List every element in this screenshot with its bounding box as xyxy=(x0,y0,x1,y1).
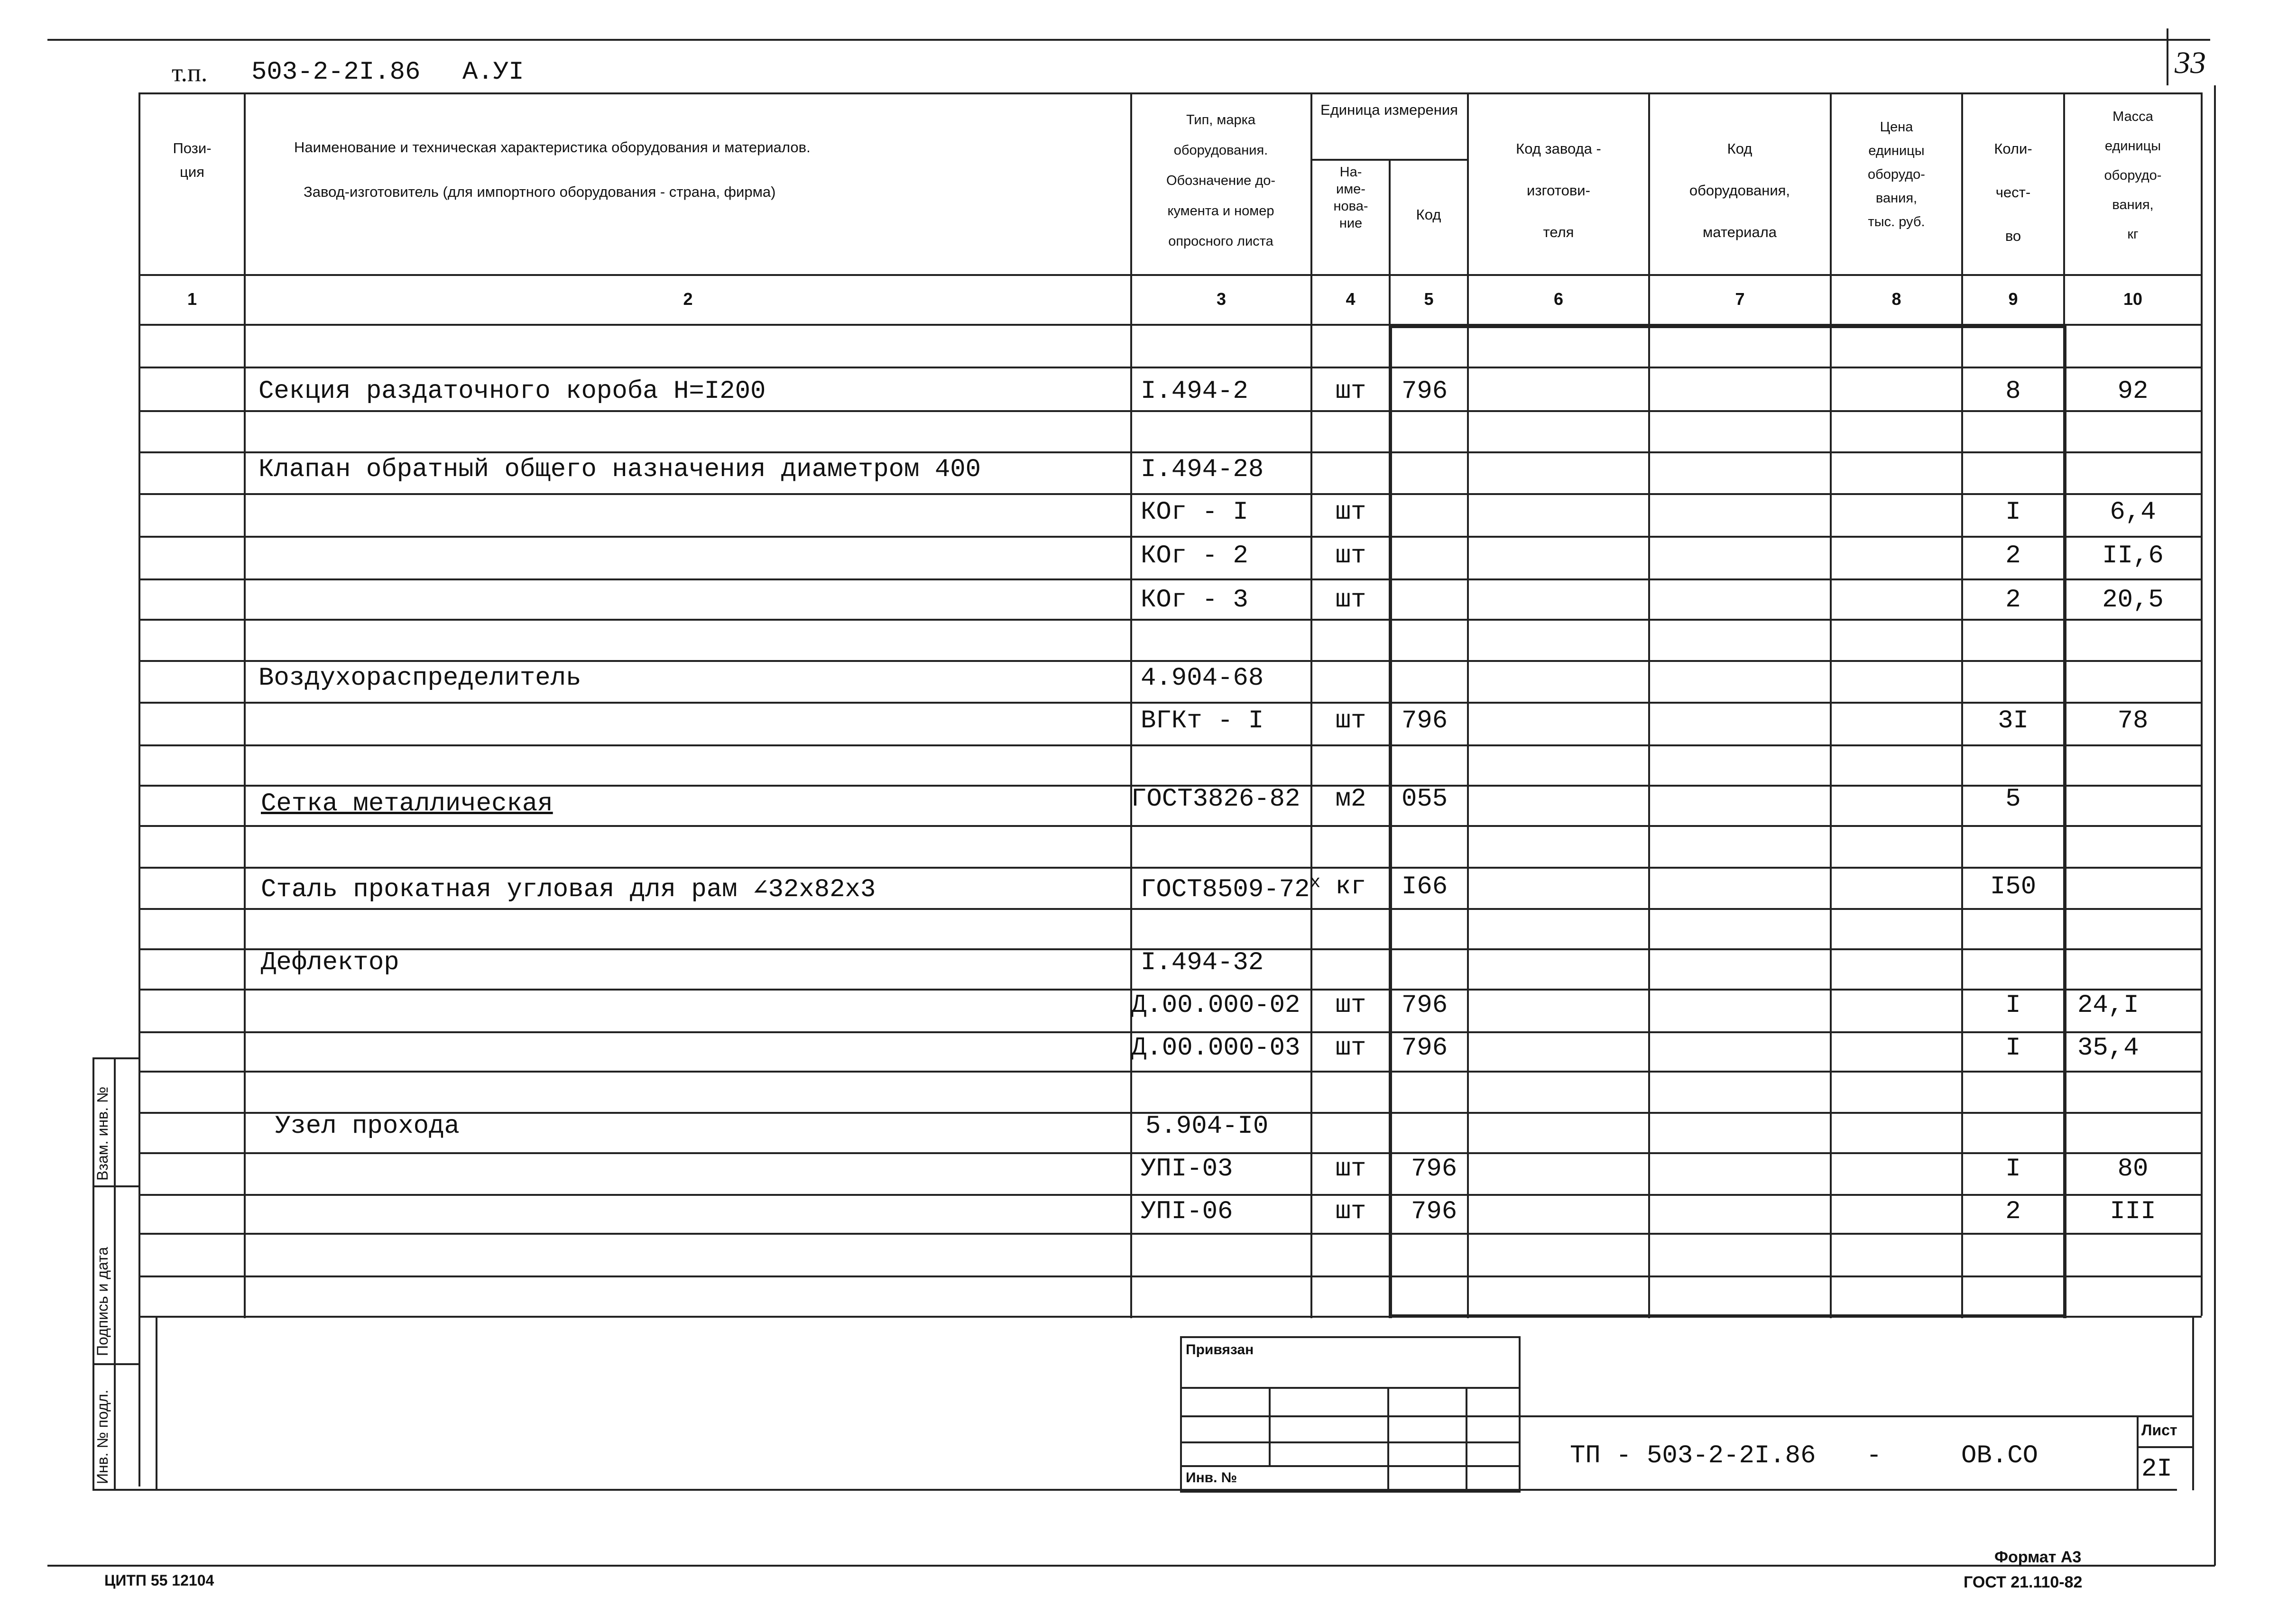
row-type: КОг - 2 xyxy=(1141,541,1248,570)
row-mass: II,6 xyxy=(2102,541,2164,570)
row-qty: I50 xyxy=(1990,872,2037,901)
header-bottom xyxy=(138,274,2202,276)
tp-label: т.п. xyxy=(172,58,208,87)
row-qty: 8 xyxy=(2005,377,2021,406)
sheet-number: 2I xyxy=(2141,1455,2172,1484)
row-type: Д.00.000-03 xyxy=(1131,1034,1301,1063)
privyazan-label: Привязан xyxy=(1186,1342,1254,1358)
row-unit: шт xyxy=(1335,1155,1366,1184)
row-type: ВГКт - I xyxy=(1141,706,1264,735)
row-unit: шт xyxy=(1335,377,1366,406)
row-name: Сетка металлическая xyxy=(261,789,553,818)
header-price: Цена единицы оборудо- вания, тыс. руб. xyxy=(1868,119,1925,229)
podpis-label: Подпись и дата xyxy=(94,1247,111,1356)
header-unit-code: Код xyxy=(1416,206,1441,223)
row-qty: 2 xyxy=(2005,1197,2021,1226)
row-unit: м2 xyxy=(1335,785,1366,814)
row-type: I.494-28 xyxy=(1141,455,1264,484)
row-name: Сталь прокатная угловая для рам ∠32х82х3 xyxy=(261,875,876,904)
row-qty: I xyxy=(2005,1155,2021,1184)
row-name: Воздухораспределитель xyxy=(258,664,581,693)
album-code: А.УI xyxy=(462,58,524,87)
row-code: I66 xyxy=(1402,872,1448,901)
header-factory-code: Код завода - изготови- теля xyxy=(1516,140,1601,240)
header-pos: Пози- ция xyxy=(173,140,212,180)
row-type: Д.00.000-02 xyxy=(1131,991,1301,1020)
tp-code: 503-2-2I.86 xyxy=(251,58,421,87)
row-name: Дефлектор xyxy=(261,948,399,977)
row-name: Секция раздаточного короба Н=I200 xyxy=(258,377,766,406)
frame-left-lower xyxy=(156,1316,157,1490)
row-unit: шт xyxy=(1335,706,1366,735)
row-code: 796 xyxy=(1411,1197,1457,1226)
row-qty: I xyxy=(2005,991,2021,1020)
vzam-label: Взам. инв. № xyxy=(94,1086,111,1181)
outer-bottom xyxy=(47,1565,2215,1567)
row-type: ГОСТ3826-82 xyxy=(1131,785,1301,814)
table-top xyxy=(138,92,2202,94)
row-type: УПI-03 xyxy=(1141,1155,1233,1184)
row-code: 796 xyxy=(1411,1155,1457,1184)
outer-right xyxy=(2214,85,2216,1566)
row-mass: 92 xyxy=(2117,377,2149,406)
row-type: 4.904-68 xyxy=(1141,664,1264,693)
section-code: ОВ.СО xyxy=(1961,1441,2038,1470)
header-unit: Единица измерения xyxy=(1320,101,1458,118)
row-unit: шт xyxy=(1335,541,1366,570)
row-qty: 5 xyxy=(2005,785,2021,814)
doc-dash: - xyxy=(1866,1441,1882,1470)
row-mass: 6,4 xyxy=(2110,498,2156,527)
row-code: 796 xyxy=(1402,1034,1448,1063)
header-unit-name: На- име- нова- ние xyxy=(1333,165,1368,231)
format-label: Формат А3 xyxy=(1994,1548,2082,1566)
row-type: $ГОСТ8509-72^х$ xyxy=(1141,872,1321,904)
row-unit: шт xyxy=(1335,1197,1366,1226)
row-qty: 2 xyxy=(2005,541,2021,570)
sheet-corner-number: 33 xyxy=(2175,46,2206,80)
row-type: I.494-32 xyxy=(1141,948,1264,977)
row-mass: III xyxy=(2110,1197,2156,1226)
citp-code: ЦИТП 55 12104 xyxy=(104,1572,214,1589)
row-type: УПI-06 xyxy=(1141,1197,1233,1226)
sheet-label: Лист xyxy=(2141,1422,2177,1439)
header-mass: Масса единицы оборудо- вания, кг xyxy=(2104,109,2162,242)
row-code: 055 xyxy=(1402,785,1448,814)
row-mass: 78 xyxy=(2117,706,2149,735)
row-mass: 24,I xyxy=(2077,991,2139,1020)
row-qty: 3I xyxy=(1998,706,2029,735)
inv-no-label: Инв. № xyxy=(1186,1470,1237,1486)
top-border xyxy=(47,39,2210,41)
doc-code: ТП - 503-2-2I.86 xyxy=(1570,1441,1816,1470)
header-equip-code: Код оборудования, материала xyxy=(1689,140,1790,240)
row-unit: шт xyxy=(1335,586,1366,615)
row-unit: шт xyxy=(1335,991,1366,1020)
frame-right-lower xyxy=(2192,1316,2194,1490)
inv-podl-label: Инв. № подл. xyxy=(94,1389,111,1484)
frame-bottom xyxy=(92,1489,2177,1491)
row-qty: I xyxy=(2005,1034,2021,1063)
row-type: КОг - 3 xyxy=(1141,586,1248,615)
row-mass: 20,5 xyxy=(2102,586,2164,615)
row-qty: I xyxy=(2005,498,2021,527)
row-code: 796 xyxy=(1402,377,1448,406)
header-type: Тип, марка оборудования. Обозначение до- кумента и номер опросного листа xyxy=(1166,112,1276,249)
row-code: 796 xyxy=(1402,706,1448,735)
corner-line xyxy=(2167,28,2168,85)
header-qty: Коли- чест- во xyxy=(1994,140,2032,244)
row-type: КОг - I xyxy=(1141,498,1248,527)
row-type: I.494-2 xyxy=(1141,377,1248,406)
row-unit: кг xyxy=(1335,872,1366,901)
row-code: 796 xyxy=(1402,991,1448,1020)
row-type: 5.904-I0 xyxy=(1145,1112,1269,1141)
header-name: Наименование и техническая характеристика оборудования и материалов. Завод-изготовитель (для импортного оборудования - страна, фирма) xyxy=(294,139,811,200)
row-mass: 80 xyxy=(2117,1155,2149,1184)
row-mass: 35,4 xyxy=(2077,1034,2139,1063)
row-unit: шт xyxy=(1335,498,1366,527)
row-unit: шт xyxy=(1335,1034,1366,1063)
row-qty: 2 xyxy=(2005,586,2021,615)
row-name: Узел прохода xyxy=(275,1112,460,1141)
gost-label: ГОСТ 21.110-82 xyxy=(1964,1573,2083,1591)
row-name: Клапан обратный общего назначения диаметром 400 xyxy=(258,455,981,484)
